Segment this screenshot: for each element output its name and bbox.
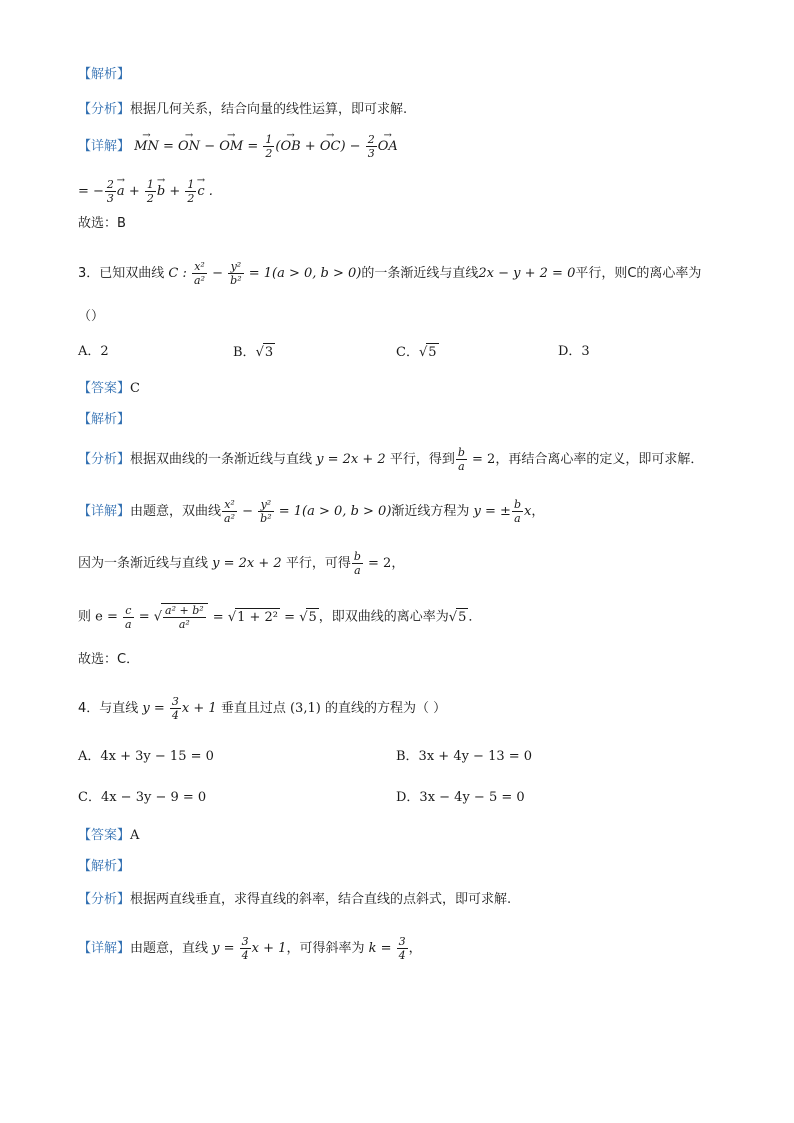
q4-stem-b: 垂直且过点 [220,701,286,716]
q3-stem [78,260,701,287]
q4-option-b: B．3x + 4y − 13 = 0 [396,749,533,764]
fenxi-tag: 【分析】 [78,892,131,907]
q3-jiexi-tag: 【解析】 [78,412,131,427]
q3-stem-suffix: 平行，则C的离心率为 [575,266,702,281]
q3-stem-line: 2x − y + 2 = 0 [478,266,576,281]
daan-tag: 【答案】 [78,828,131,843]
xiangjie-tag: 【详解】 [78,139,131,154]
q2-vector-equation: → MN = → ON − → OM = $\frac{1}{2}$ (→ OB + → OC) − $\frac{2}{3}$ → OA [134,139,398,154]
q3-fenxi-c: ，再结合离心率的定义，即可求解． [495,452,704,467]
fenxi-tag: 【分析】 [78,452,131,467]
q3-stem-prefix: 3．已知双曲线 [78,266,165,281]
q3-hyperbola-eq: C : $\frac{\text{x²}}{\text{a²}}$ − $\frac{\text{y²}}{\text{b²}}$ = 1(a > 0, b > 0) [168,260,362,287]
q2-fenxi-line [78,101,407,119]
q3-option-d: D．3 [558,344,590,359]
q4-option-a: A．4x + 3y − 15 = 0 [78,749,214,764]
q3-fenxi-b: 平行，得到 [389,452,455,467]
q2-fenxi-text: 根据几何关系，结合向量的线性运算，即可求解. [130,102,408,117]
xiangjie-tag: 【详解】 [78,504,131,519]
q2-result-line [78,178,213,205]
q4-stem: 4．与直线 y = $\frac{3}{4}$ x + 1 垂直且过点 (3,1) 的直线的方程为（ ） [78,695,447,722]
q3-paren: （） [78,309,105,324]
q3-stem-cond: 的一条渐近线与直线 [361,266,479,281]
q4-option-d: D．3x − 4y − 5 = 0 [396,790,525,805]
q3-answer: C [130,381,140,396]
q4-fenxi-text: 根据两直线垂直，求得直线的斜率，结合直线的点斜式，即可求解. [130,892,512,907]
q3-fenxi-line: 【分析】根据双曲线的一条渐近线与直线 y = 2x + 2 平行，得到 $\frac{b}{a}$ = 2，再结合离心率的定义，即可求解． [78,446,704,473]
xiangjie-tag: 【详解】 [78,941,131,956]
q2-xuan: 故选：B [78,216,126,231]
fenxi-tag: 【分析】 [78,102,131,117]
q3-xj3-b: ，即双曲线的离心率为 [318,609,449,625]
q4-answer: A [130,828,140,843]
q4-xiangjie-line: 【详解】由题意，直线 y = $\frac{3}{4}$ x + 1，可得斜率为 k = $\frac{3}{4}$ ， [78,935,422,962]
q4-answer-line [78,827,139,845]
q4-jiexi-tag: 【解析】 [78,859,131,874]
q2-vector-result: = − $\frac{2}{3}$ → a + $\frac{1}{2}$ → b + $\frac{1}{2}$ → c . [78,184,213,199]
q3-xuan: 故选：C． [78,652,140,667]
q3-xj2-b: 平行，可得 [285,556,351,571]
q3-xiangjie-1: 【详解】由题意，双曲线 $\frac{\text{x²}}{\text{a²}}$ − $\frac{\text{y²}}{\text{b²}}$ = 1(a > 0, b > 0)渐近线方程为 y = ± $\frac{b}{a}$ x， [78,498,545,525]
daan-tag: 【答案】 [78,381,131,396]
q3-option-a: A．2 [78,344,109,359]
q2-xiangjie-line [78,133,398,160]
q4-stem-a: 4．与直线 [78,701,139,716]
jiexi-tag: 【解析】 [78,67,131,82]
q3-xj2-a: 因为一条渐近线与直线 [78,556,209,571]
q3-option-c: C．√5 [396,345,437,360]
q3-xj1-a: 由题意，双曲线 [130,504,222,519]
q4-xj-b: ，可得斜率为 [286,941,365,956]
q3-xiangjie-2: 因为一条渐近线与直线 y = 2x + 2 平行，可得 $\frac{b}{a}$ = 2， [78,550,405,577]
q4-fenxi-line [78,891,511,909]
q3-xj1-b: 渐近线方程为 [391,504,470,519]
q3-option-b: B．√3 [233,345,274,360]
q4-xj-a: 由题意，直线 [130,941,209,956]
q3-answer-line [78,380,140,398]
q3-xiangjie-3: 则 e = $\frac{c}{a}$ = √ $\frac{\text{a² + b²}}{\text{a²}}$ = √1 + 2² = √5 ，即双曲线的离心率为√5 ． [78,603,482,631]
q3-fenxi-a: 根据双曲线的一条渐近线与直线 [130,452,313,467]
q4-stem-c: 的直线的方程为（ ） [324,701,447,716]
q4-option-c: C．4x − 3y − 9 = 0 [78,790,207,805]
